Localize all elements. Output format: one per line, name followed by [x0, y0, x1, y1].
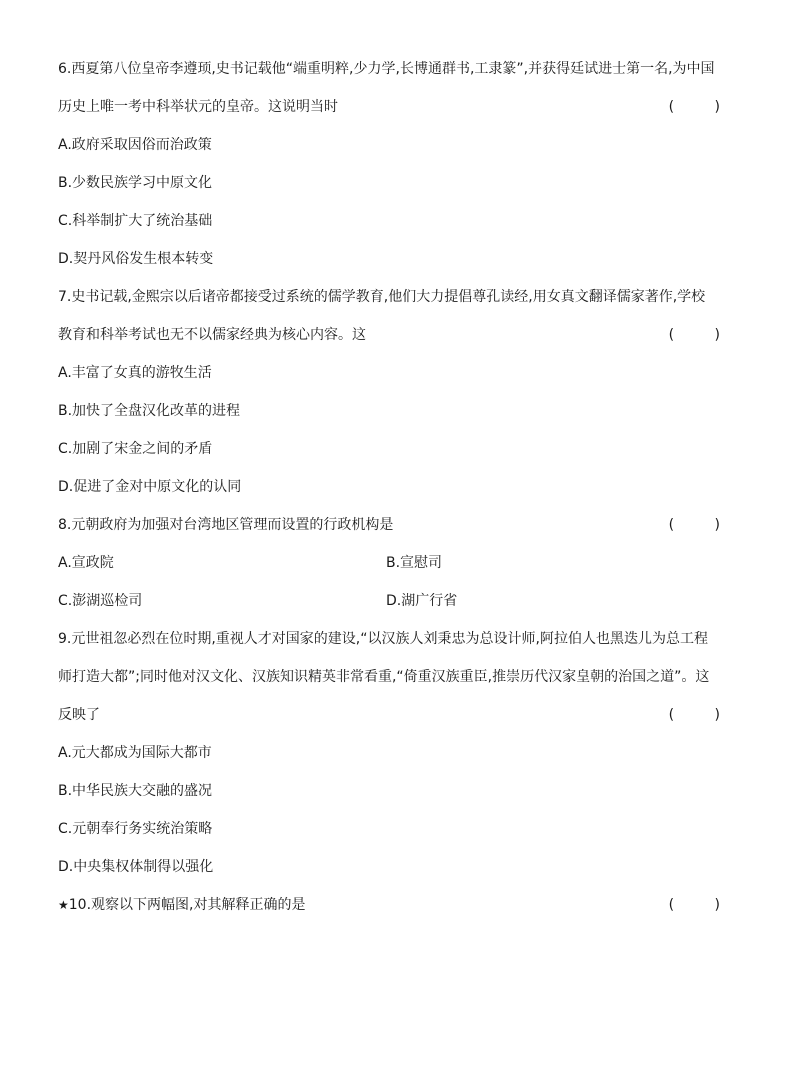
stem-text: 教育和科举考试也无不以儒家经典为核心内容。这 [58, 327, 366, 343]
option-b[interactable]: B.少数民族学习中原文化 [58, 175, 213, 191]
option-a[interactable]: A.宣政院 [58, 555, 114, 571]
stem-text: 历史上唯一考中科举状元的皇帝。这说明当时 [58, 99, 338, 115]
option-a[interactable]: A.政府采取因俗而治政策 [58, 137, 212, 153]
stem-text: 10.观察以下两幅图,对其解释正确的是 [68, 897, 306, 913]
option-c[interactable]: C.加剧了宋金之间的矛盾 [58, 441, 213, 457]
option-d[interactable]: D.中央集权体制得以强化 [58, 859, 214, 875]
option-d[interactable]: D.促进了金对中原文化的认同 [58, 479, 242, 495]
option-a[interactable]: A.丰富了女真的游牧生活 [58, 365, 212, 381]
answer-bracket[interactable]: ( ) [668, 517, 738, 533]
question-stem-line [58, 324, 738, 362]
question-stem-line [58, 286, 738, 324]
stem-text: 8.元朝政府为加强对台湾地区管理而设置的行政机构是 [58, 517, 394, 533]
exam-page [58, 58, 738, 932]
option-d[interactable]: D.湖广行省 [386, 593, 458, 609]
question-stem-line [58, 894, 738, 932]
question-10 [58, 894, 738, 932]
answer-bracket[interactable]: ( ) [668, 327, 738, 343]
option-c[interactable]: C.科举制扩大了统治基础 [58, 213, 213, 229]
option-c[interactable]: C.元朝奉行务实统治策略 [58, 821, 213, 837]
stem-text: 师打造大都”;同时他对汉文化、汉族知识精英非常看重,“倚重汉族重臣,推崇历代汉家皇朝的治国之道”。这 [58, 669, 710, 685]
option-b[interactable]: B.宣慰司 [386, 555, 443, 571]
answer-bracket[interactable]: ( ) [668, 897, 738, 913]
option-b[interactable]: B.中华民族大交融的盛况 [58, 783, 213, 799]
stem-text: 6.西夏第八位皇帝李遵顼,史书记载他“端重明粹,少力学,长博通群书,工隶篆”,并获得廷试进士第一名,为中国 [58, 61, 715, 77]
option-row [58, 552, 738, 590]
option-a[interactable]: A.元大都成为国际大都市 [58, 745, 212, 761]
question-6 [58, 58, 738, 286]
option-row [58, 590, 738, 628]
stem-text: 9.元世祖忽必烈在位时期,重视人才对国家的建设,“以汉族人刘秉忠为总设计师,阿拉伯人也黑迭儿为总工程 [58, 631, 708, 647]
question-stem-line [58, 666, 738, 704]
option-b[interactable]: B.加快了全盘汉化改革的进程 [58, 403, 241, 419]
question-8 [58, 514, 738, 628]
stem-text: 7.史书记载,金熙宗以后诸帝都接受过系统的儒学教育,他们大力提倡尊孔读经,用女真文翻译儒家著作,学校 [58, 289, 706, 305]
stem-text: 反映了 [58, 707, 100, 723]
answer-bracket[interactable]: ( ) [668, 707, 738, 723]
answer-bracket[interactable]: ( ) [668, 99, 738, 115]
option-d[interactable]: D.契丹风俗发生根本转变 [58, 251, 214, 267]
star-icon: ★ [58, 898, 69, 912]
question-7 [58, 286, 738, 514]
question-stem-line [58, 628, 738, 666]
question-stem-line [58, 514, 738, 552]
question-stem-line [58, 704, 738, 742]
question-stem-line [58, 58, 738, 96]
question-9 [58, 628, 738, 894]
question-stem-line [58, 96, 738, 134]
option-c[interactable]: C.澎湖巡检司 [58, 593, 143, 609]
